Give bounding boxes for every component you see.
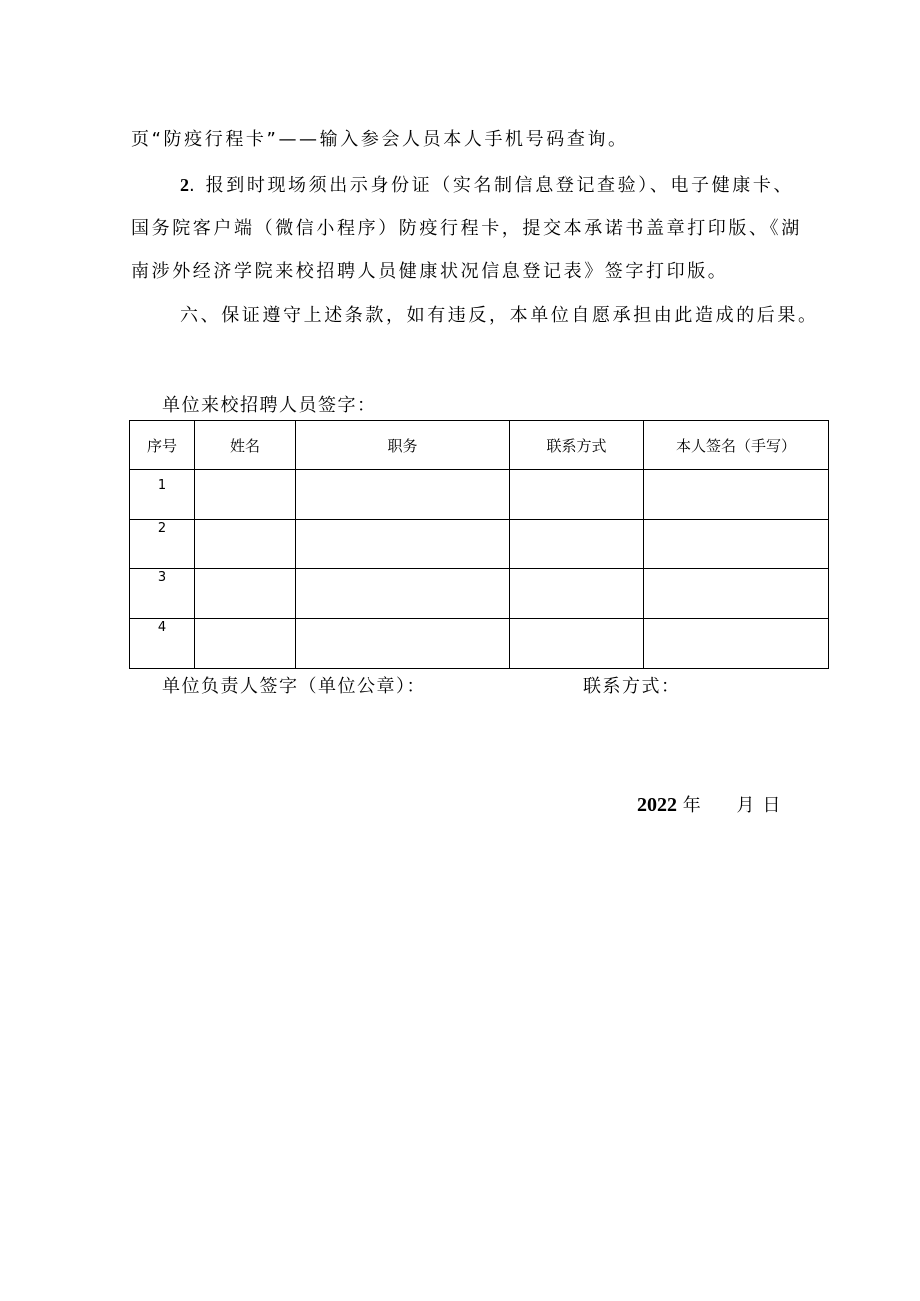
table-row — [130, 619, 829, 669]
position-cell[interactable] — [296, 470, 510, 520]
paragraph-line-1: 页“防疫行程卡”——输入参会人员本人手机号码查询。 — [131, 129, 629, 150]
header-name: 姓名 — [195, 421, 296, 470]
leader-sign-label: 单位负责人签字（单位公章）： — [162, 676, 426, 697]
item-2-text: . 报到时现场须出示身份证（实名制信息登记查验）、电子健康卡、 — [189, 175, 795, 196]
contact-cell[interactable] — [510, 619, 644, 669]
header-signature: 本人签名（手写） — [644, 421, 829, 470]
signature-cell[interactable] — [644, 470, 829, 520]
contact-cell[interactable] — [510, 520, 644, 569]
item-2-line-1 — [180, 173, 794, 198]
position-cell[interactable] — [296, 619, 510, 669]
table-row — [130, 470, 829, 520]
item-6-paragraph: 六、保证遵守上述条款，如有违反，本单位自愿承担由此造成的后果。 — [180, 305, 819, 326]
contact-cell[interactable] — [510, 470, 644, 520]
row-index: 2 — [130, 520, 195, 569]
date-line — [637, 793, 788, 818]
name-cell[interactable] — [195, 520, 296, 569]
name-cell[interactable] — [195, 569, 296, 619]
date-year-suffix: 年 — [682, 795, 701, 816]
signature-cell[interactable] — [644, 569, 829, 619]
table-row — [130, 569, 829, 619]
header-index: 序号 — [130, 421, 195, 470]
row-index: 4 — [130, 619, 195, 669]
name-cell[interactable] — [195, 619, 296, 669]
signature-cell[interactable] — [644, 520, 829, 569]
position-cell[interactable] — [296, 569, 510, 619]
item-2-line-3: 南涉外经济学院来校招聘人员健康状况信息登记表》签字打印版。 — [131, 261, 729, 282]
name-cell[interactable] — [195, 470, 296, 520]
contact-label: 联系方式： — [583, 676, 681, 697]
date-month-day: 月日 — [736, 795, 789, 816]
signature-cell[interactable] — [644, 619, 829, 669]
item-2-number: 2 — [180, 175, 189, 195]
table-row — [130, 520, 829, 569]
contact-cell[interactable] — [510, 569, 644, 619]
row-index: 1 — [130, 470, 195, 520]
date-year: 2022 — [637, 794, 677, 816]
table-caption: 单位来校招聘人员签字： — [162, 395, 377, 416]
signature-table — [129, 420, 829, 669]
header-position: 职务 — [296, 421, 510, 470]
position-cell[interactable] — [296, 520, 510, 569]
row-index: 3 — [130, 569, 195, 619]
table-header-row — [130, 421, 829, 470]
item-2-line-2: 国务院客户端（微信小程序）防疫行程卡，提交本承诺书盖章打印版、《湖 — [131, 218, 802, 239]
header-contact: 联系方式 — [510, 421, 644, 470]
